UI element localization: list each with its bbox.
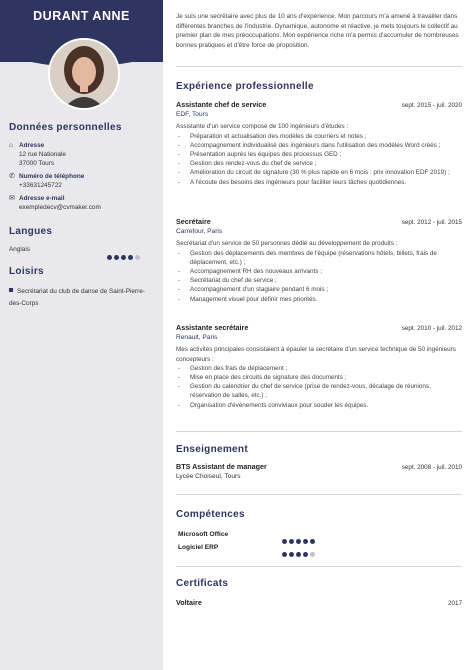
job-description: Mes activités principales consistaient à épauler la secrétaire d'un service technique de 50 ingénieurs concepteurs : xyxy=(176,346,456,363)
job-bullet: - Accompagnement RH des nouveaux arrivants ; xyxy=(176,267,462,276)
bullet-square-icon xyxy=(9,288,13,292)
level-dot xyxy=(310,552,315,557)
divider xyxy=(176,431,462,432)
address-block xyxy=(9,141,66,168)
certificate-name: Voltaire xyxy=(176,598,202,607)
skill-name: Microsoft Office xyxy=(178,531,229,538)
job-bullet: - Amélioration du circuit de signature (30 % plus rapide en 6 mois : prix innovation EDF 2019) ; xyxy=(176,168,462,177)
level-dot xyxy=(289,552,294,557)
job-bullet: - Gestion des rendez-vous du chef de service ; xyxy=(176,159,462,168)
job-description: Assistante d'un service composé de 100 ingénieurs d'études : xyxy=(176,123,349,131)
languages-title: Langues xyxy=(9,226,53,237)
address-line1: 12 rue Nationale xyxy=(19,151,66,158)
degree-name: BTS Assistant de manager xyxy=(176,462,267,471)
job-entry xyxy=(176,100,462,187)
level-dot xyxy=(282,552,287,557)
job-bullet: - Organisation d'événements conviviaux pour souder les équipes. xyxy=(176,401,462,410)
hobby-item xyxy=(9,286,154,310)
certificates-title: Certificats xyxy=(176,578,229,589)
divider xyxy=(176,566,462,567)
phone-icon: ✆ xyxy=(9,173,15,180)
level-dot xyxy=(114,255,119,260)
divider xyxy=(176,494,462,495)
email-label: Adresse e-mail xyxy=(19,195,65,202)
candidate-name: DURANT ANNE xyxy=(33,9,130,23)
job-role: Secrétaire xyxy=(176,217,211,226)
skills-title: Compétences xyxy=(176,509,245,520)
hobbies-title: Loisirs xyxy=(9,266,44,277)
language-name: Anglais xyxy=(9,246,30,253)
education-date: sept. 2008 - juil. 2010 xyxy=(401,464,462,471)
certificate-entry xyxy=(176,597,462,608)
hobby-text: Secrétariat du club de danse de Saint-Pierre-des-Corps xyxy=(9,288,145,307)
divider xyxy=(176,66,462,67)
envelope-icon: ✉ xyxy=(9,195,15,202)
address-line2: 37000 Tours xyxy=(19,160,55,167)
experience-title: Expérience professionnelle xyxy=(176,81,314,92)
job-description: Secrétariat d'un service de 50 personnes dédié au développement de produits : xyxy=(176,240,398,248)
phone-number: +33631245722 xyxy=(19,182,62,189)
level-dot xyxy=(128,255,133,260)
job-bullet: - Accompagnement individualisé des ingénieurs dans l'utilisation des modèles Word créés ; xyxy=(176,141,462,150)
level-dot xyxy=(121,255,126,260)
job-company: EDF, Tours xyxy=(176,111,209,119)
job-bullet: - Gestion des déplacements des membres de l'équipe (réservations hôtels, billets, frais de déplacement, etc.) ; xyxy=(176,249,462,267)
job-entry xyxy=(176,323,462,410)
language-level xyxy=(107,247,142,265)
job-role: Assistante chef de service xyxy=(176,100,267,109)
job-role: Assistante secrétaire xyxy=(176,323,249,332)
job-bullet: - Accompagnement d'un stagiaire pendant 6 mois ; xyxy=(176,285,462,294)
email-block xyxy=(9,194,101,212)
job-entry xyxy=(176,217,462,304)
profile-photo xyxy=(48,38,120,110)
intro-paragraph: Je suis une secrétaire avec plus de 10 ans d'expérience. Mon parcours m'a amené à travailler dans différentes branches de l'industrie. Dynamique, autonome et réactive, je mets toujours le collectif au premier plan de mes préoccupations. Mon expérience riche m'a permis d'accumuler de nombreuses bonnes pratiques et d'être force de proposition. xyxy=(176,13,459,49)
job-bullet: - Présentation auprès les équipes des processus GED ; xyxy=(176,150,462,159)
level-dot xyxy=(303,552,308,557)
job-bullet: - Gestion du calendrier du chef de service (prise de rendez-vous, décalage de réunions, réservation de salles, etc.) ; xyxy=(176,382,462,400)
job-date: sept. 2012 - juil. 2015 xyxy=(401,219,462,226)
job-date: sept. 2015 - juil. 2020 xyxy=(401,102,462,109)
certificate-year: 2017 xyxy=(447,600,462,607)
job-bullet: - Secrétariat du chef de service ; xyxy=(176,276,462,285)
job-date: sept. 2010 - juil. 2012 xyxy=(401,325,462,332)
job-company: Renault, Paris xyxy=(176,334,218,342)
home-icon: ⌂ xyxy=(9,142,14,149)
education-title: Enseignement xyxy=(176,444,248,455)
job-bullet: - A l'écoute des besoins des ingénieurs pour faciliter leurs tâches quotidiennes. xyxy=(176,178,462,187)
job-bullet: - Préparation et actualisation des modèles de courriers et notes ; xyxy=(176,132,462,141)
level-dot xyxy=(296,552,301,557)
level-dot xyxy=(135,255,140,260)
level-dot xyxy=(107,255,112,260)
job-bullet: - Mise en place des circuits de signature des documents ; xyxy=(176,373,462,382)
school-name: Lycée Choiseul, Tours xyxy=(176,473,241,481)
phone-label: Numéro de téléphone xyxy=(19,173,85,180)
phone-block xyxy=(9,172,84,190)
education-entry xyxy=(176,462,462,481)
job-company: Carrefour, Paris xyxy=(176,228,223,236)
skill-name: Logiciel ERP xyxy=(178,544,219,551)
personal-data-title: Données personnelles xyxy=(9,122,122,133)
skill-level xyxy=(282,544,317,562)
job-bullet: - Management visuel pour définir mes priorités. xyxy=(176,295,462,304)
email-address[interactable]: exempledecv@cvmaker.com xyxy=(19,204,101,211)
address-label: Adresse xyxy=(19,142,45,149)
job-bullet: - Gestion des frais de déplacement ; xyxy=(176,364,462,373)
